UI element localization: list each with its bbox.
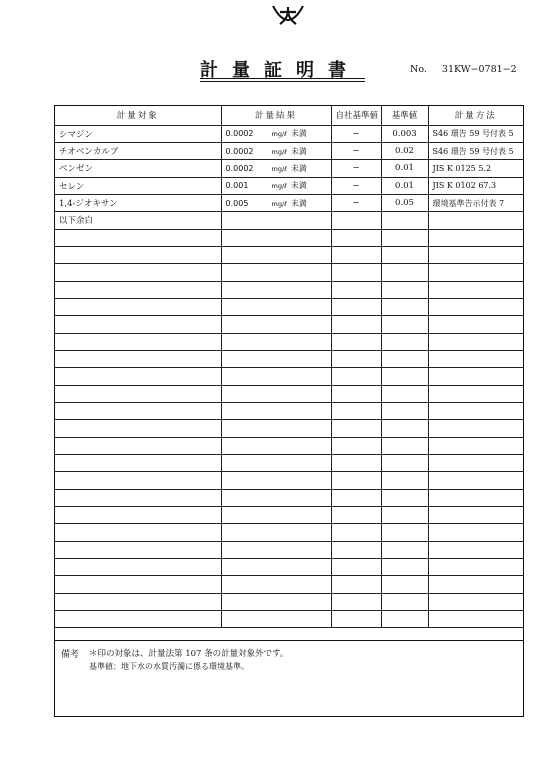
table-row <box>55 125 523 142</box>
cell-own-standard <box>331 264 381 281</box>
cell-result <box>221 229 331 246</box>
cell-result <box>221 420 331 437</box>
cell-own-standard: − <box>331 125 381 142</box>
cell-standard <box>381 333 428 350</box>
cell-result <box>221 350 331 367</box>
cell-item <box>55 333 221 350</box>
cell-standard <box>381 593 428 610</box>
cell-own-standard <box>331 593 381 610</box>
cell-method <box>428 246 523 263</box>
cell-item <box>55 420 221 437</box>
cell-item <box>55 298 221 315</box>
cell-item: チオベンカルブ <box>55 142 221 159</box>
cell-result <box>221 264 331 281</box>
cell-method: JIS K 0102 67.3 <box>428 177 523 194</box>
cell-own-standard <box>331 316 381 333</box>
cell-own-standard <box>331 403 381 420</box>
title-underline <box>200 78 365 79</box>
cell-standard <box>381 281 428 298</box>
cell-item <box>55 541 221 558</box>
cell-method <box>428 264 523 281</box>
cell-method: JIS K 0125 5.2 <box>428 160 523 177</box>
cell-standard: 0.05 <box>381 194 428 211</box>
cell-method: S46 環告 59 号付表 5 <box>428 142 523 159</box>
result-qualifier: 未満 <box>290 181 307 191</box>
table-row <box>55 420 523 437</box>
table-body <box>55 125 523 628</box>
cell-method <box>428 281 523 298</box>
cell-own-standard <box>331 489 381 506</box>
cell-standard <box>381 212 428 229</box>
cell-own-standard: − <box>331 177 381 194</box>
col-header-own-standard: 自社基準値 <box>331 106 381 125</box>
cell-method <box>428 350 523 367</box>
table-row <box>55 368 523 385</box>
col-header-result: 計量結果 <box>221 106 331 125</box>
cell-method <box>428 455 523 472</box>
cell-method <box>428 229 523 246</box>
cell-own-standard <box>331 437 381 454</box>
cell-item <box>55 350 221 367</box>
cell-result <box>221 316 331 333</box>
cell-standard <box>381 403 428 420</box>
result-value: 0.005 <box>225 198 249 208</box>
cell-method <box>428 541 523 558</box>
cell-result <box>221 142 331 159</box>
cell-method <box>428 316 523 333</box>
table-row <box>55 229 523 246</box>
col-header-standard: 基準値 <box>381 106 428 125</box>
cell-result <box>221 403 331 420</box>
cell-item: 1,4-ジオキサン <box>55 194 221 211</box>
cell-item <box>55 455 221 472</box>
cell-standard <box>381 437 428 454</box>
cell-result <box>221 472 331 489</box>
cell-own-standard <box>331 455 381 472</box>
cell-item <box>55 611 221 628</box>
cell-item <box>55 385 221 402</box>
cell-result <box>221 125 331 142</box>
cell-own-standard <box>331 472 381 489</box>
cell-item <box>55 559 221 576</box>
table-row <box>55 160 523 177</box>
cell-own-standard <box>331 385 381 402</box>
table-row <box>55 576 523 593</box>
cell-own-standard <box>331 281 381 298</box>
cell-method <box>428 298 523 315</box>
cell-method <box>428 368 523 385</box>
cell-item <box>55 437 221 454</box>
cell-item: シマジン <box>55 125 221 142</box>
cell-own-standard <box>331 611 381 628</box>
result-unit: mg/ℓ <box>271 147 287 156</box>
cell-result <box>221 507 331 524</box>
cell-standard <box>381 316 428 333</box>
cell-method <box>428 576 523 593</box>
cell-own-standard: − <box>331 160 381 177</box>
result-value: 0.0002 <box>225 163 254 173</box>
result-unit: mg/ℓ <box>271 182 287 191</box>
cell-standard <box>381 472 428 489</box>
table-row <box>55 403 523 420</box>
cell-item <box>55 524 221 541</box>
table-row <box>55 264 523 281</box>
cell-item: ベンゼン <box>55 160 221 177</box>
table-row <box>55 298 523 315</box>
cell-result <box>221 437 331 454</box>
cell-own-standard <box>331 333 381 350</box>
cell-item <box>55 472 221 489</box>
table-row <box>55 593 523 610</box>
table-row <box>55 559 523 576</box>
table-row <box>55 455 523 472</box>
cell-standard <box>381 576 428 593</box>
cell-own-standard <box>331 420 381 437</box>
cell-result <box>221 246 331 263</box>
table-row <box>55 212 523 229</box>
cell-result <box>221 611 331 628</box>
cell-standard <box>381 368 428 385</box>
cell-standard: 0.02 <box>381 142 428 159</box>
cell-own-standard <box>331 298 381 315</box>
document-number <box>410 64 517 75</box>
cell-standard <box>381 385 428 402</box>
cell-own-standard <box>331 507 381 524</box>
cell-standard: 0.01 <box>381 160 428 177</box>
cell-item <box>55 576 221 593</box>
result-value: 0.001 <box>225 181 249 191</box>
cell-result <box>221 455 331 472</box>
table-row <box>55 281 523 298</box>
cell-item <box>55 593 221 610</box>
result-value: 0.0002 <box>225 129 254 139</box>
cell-standard <box>381 350 428 367</box>
cell-result <box>221 489 331 506</box>
cell-method <box>428 611 523 628</box>
table-row <box>55 385 523 402</box>
cell-standard <box>381 541 428 558</box>
cell-own-standard: − <box>331 194 381 211</box>
cell-method <box>428 524 523 541</box>
cell-item: セレン <box>55 177 221 194</box>
table-row <box>55 316 523 333</box>
cell-standard <box>381 559 428 576</box>
cell-result <box>221 541 331 558</box>
cell-own-standard <box>331 229 381 246</box>
cell-item <box>55 281 221 298</box>
cell-result <box>221 576 331 593</box>
cell-standard <box>381 611 428 628</box>
table-row <box>55 541 523 558</box>
cell-standard <box>381 420 428 437</box>
cell-own-standard <box>331 541 381 558</box>
cell-result <box>221 385 331 402</box>
cell-method <box>428 472 523 489</box>
remarks-label: 備考 <box>61 650 80 660</box>
cell-item <box>55 507 221 524</box>
cell-result <box>221 160 331 177</box>
cell-own-standard <box>331 350 381 367</box>
cell-method <box>428 489 523 506</box>
result-qualifier: 未満 <box>290 163 307 173</box>
cell-method <box>428 559 523 576</box>
cell-standard <box>381 507 428 524</box>
table-row <box>55 437 523 454</box>
result-qualifier: 未満 <box>290 129 307 139</box>
company-logo <box>270 4 306 30</box>
cell-standard: 0.01 <box>381 177 428 194</box>
title-underline-second <box>200 81 365 82</box>
cell-standard <box>381 298 428 315</box>
cell-method: S46 環告 59 号付表 5 <box>428 125 523 142</box>
cell-standard: 0.003 <box>381 125 428 142</box>
cell-item <box>55 403 221 420</box>
result-unit: mg/ℓ <box>271 164 287 173</box>
cell-own-standard <box>331 559 381 576</box>
result-qualifier: 未満 <box>290 146 307 156</box>
table-row <box>55 194 523 211</box>
measurement-table <box>55 106 523 628</box>
cell-own-standard <box>331 524 381 541</box>
result-value: 0.0002 <box>225 146 254 156</box>
cell-method <box>428 593 523 610</box>
cell-method <box>428 385 523 402</box>
remarks-section <box>55 640 523 717</box>
cell-standard <box>381 524 428 541</box>
cell-result <box>221 212 331 229</box>
cell-own-standard: − <box>331 142 381 159</box>
table-row <box>55 142 523 159</box>
cell-method <box>428 507 523 524</box>
cell-result <box>221 524 331 541</box>
table-row <box>55 333 523 350</box>
cell-own-standard <box>331 246 381 263</box>
cell-result <box>221 177 331 194</box>
table-row <box>55 611 523 628</box>
cell-item: 以下余白 <box>55 212 221 229</box>
result-unit: mg/ℓ <box>271 130 287 139</box>
cell-item <box>55 316 221 333</box>
result-unit: mg/ℓ <box>271 199 287 208</box>
cell-item <box>55 489 221 506</box>
cell-result <box>221 368 331 385</box>
table-row <box>55 350 523 367</box>
certificate-frame <box>54 105 524 717</box>
table-row <box>55 177 523 194</box>
table-row <box>55 489 523 506</box>
cell-standard <box>381 264 428 281</box>
cell-method <box>428 212 523 229</box>
cell-result <box>221 298 331 315</box>
cell-method <box>428 333 523 350</box>
cell-result <box>221 281 331 298</box>
document-number-label: No. <box>410 64 427 75</box>
cell-method <box>428 403 523 420</box>
cell-standard <box>381 229 428 246</box>
cell-method <box>428 437 523 454</box>
remarks-note-1: ＊印の対象は、計量法第 107 条の計量対象外です。 <box>89 649 289 659</box>
col-header-method: 計量方法 <box>428 106 523 125</box>
cell-own-standard <box>331 368 381 385</box>
table-row <box>55 472 523 489</box>
cell-standard <box>381 455 428 472</box>
remarks-note-2: 基準値：地下水の水質汚濁に係る環境基準。 <box>89 662 249 671</box>
cell-item <box>55 264 221 281</box>
cell-method <box>428 420 523 437</box>
col-header-item: 計量対象 <box>55 106 221 125</box>
result-qualifier: 未満 <box>290 198 307 208</box>
cell-own-standard <box>331 212 381 229</box>
document-title: 計量証明書 <box>200 60 360 81</box>
cell-standard <box>381 489 428 506</box>
table-row <box>55 246 523 263</box>
cell-item <box>55 246 221 263</box>
cell-standard <box>381 246 428 263</box>
cell-result <box>221 593 331 610</box>
cell-result <box>221 194 331 211</box>
cell-own-standard <box>331 576 381 593</box>
cell-item <box>55 229 221 246</box>
cell-result <box>221 559 331 576</box>
document-number-value: 31KW−0781−2 <box>441 64 517 75</box>
table-row <box>55 524 523 541</box>
table-row <box>55 507 523 524</box>
cell-item <box>55 368 221 385</box>
cell-result <box>221 333 331 350</box>
table-header-row <box>55 106 523 125</box>
cell-method: 環境基準告示付表 7 <box>428 194 523 211</box>
